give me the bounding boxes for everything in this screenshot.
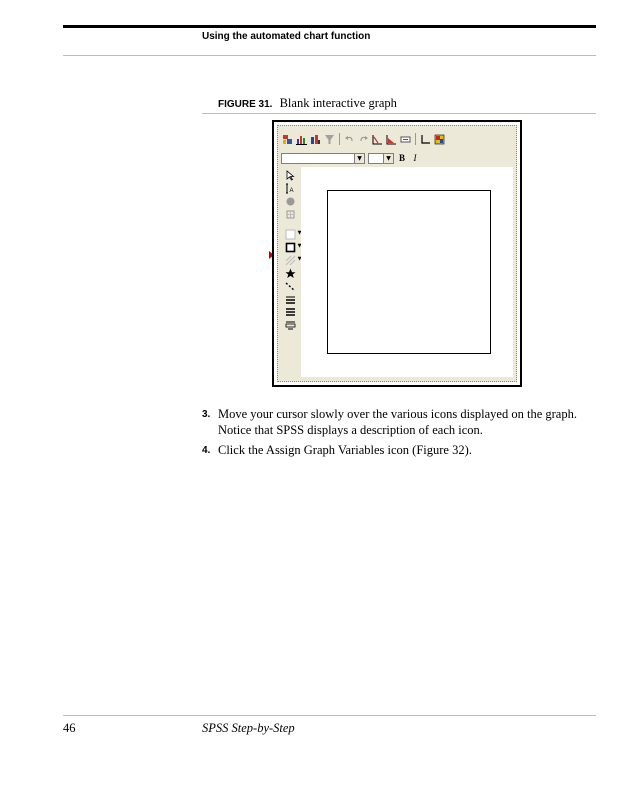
border-color-icon[interactable]: ▼ — [285, 242, 296, 253]
font-size-dropdown[interactable] — [368, 153, 394, 164]
footer-divider — [63, 715, 596, 716]
svg-text:A: A — [289, 188, 294, 194]
graph-window — [272, 120, 522, 387]
redo-icon[interactable] — [357, 133, 370, 146]
assign-variables-icon[interactable] — [281, 133, 294, 146]
font-name-dropdown[interactable] — [281, 153, 365, 164]
figure-caption-text: Blank interactive graph — [279, 96, 397, 110]
properties-icon[interactable] — [433, 133, 446, 146]
arrow-icon[interactable] — [285, 170, 296, 181]
format-toolbar — [281, 150, 420, 166]
insert-chart-icon[interactable] — [309, 133, 322, 146]
caption-icon[interactable] — [285, 320, 296, 331]
toolbar-separator — [415, 133, 416, 145]
graph-toolbar — [281, 130, 446, 148]
undo-icon[interactable] — [343, 133, 356, 146]
graph-panel — [277, 125, 517, 382]
fill-color-icon[interactable]: ▼ — [285, 229, 296, 240]
bold-button[interactable]: B — [398, 153, 405, 163]
step-number: 3. — [202, 409, 211, 420]
figure-label: FIGURE 31. — [218, 99, 273, 110]
list-icon[interactable] — [285, 307, 296, 318]
running-header: Using the automated chart function — [202, 31, 371, 42]
list-item — [202, 442, 602, 459]
swap-icon[interactable] — [399, 133, 412, 146]
instruction-steps — [202, 406, 602, 463]
header-rule — [63, 25, 596, 28]
step-text: Move your cursor slowly over the various icons displayed on the graph. Notice that SPSS displays a description of each icon. — [218, 407, 577, 437]
page-number: 46 — [63, 721, 76, 735]
chevron-down-icon: ▼ — [383, 154, 393, 163]
graph-canvas[interactable] — [301, 167, 513, 377]
chevron-down-icon: ▼ — [354, 154, 364, 163]
book-title: SPSS Step-by-Step — [202, 721, 295, 735]
text-cursor-icon[interactable] — [285, 183, 296, 194]
toolbar-separator — [339, 133, 340, 145]
pattern-icon[interactable]: ▼ — [285, 255, 296, 266]
italic-button[interactable]: I — [413, 153, 417, 163]
step-text: Click the Assign Graph Variables icon (Figure 32). — [218, 443, 472, 457]
axis-icon[interactable] — [419, 133, 432, 146]
line-weight-icon[interactable] — [285, 294, 296, 305]
list-item — [202, 406, 602, 438]
bar-chart-icon[interactable] — [295, 133, 308, 146]
figure-caption — [218, 96, 397, 111]
chart-type-icon[interactable] — [385, 133, 398, 146]
step-number: 4. — [202, 445, 211, 456]
marker-icon[interactable] — [285, 268, 296, 279]
plot-area[interactable] — [327, 190, 491, 354]
chart-element-icon[interactable] — [371, 133, 384, 146]
color-icon[interactable] — [285, 196, 296, 207]
header-divider — [63, 55, 596, 56]
tool-palette — [281, 167, 302, 377]
line-style-icon[interactable] — [285, 281, 296, 292]
filter-icon[interactable] — [323, 133, 336, 146]
figure-divider — [202, 113, 596, 114]
box-icon[interactable] — [285, 209, 296, 220]
